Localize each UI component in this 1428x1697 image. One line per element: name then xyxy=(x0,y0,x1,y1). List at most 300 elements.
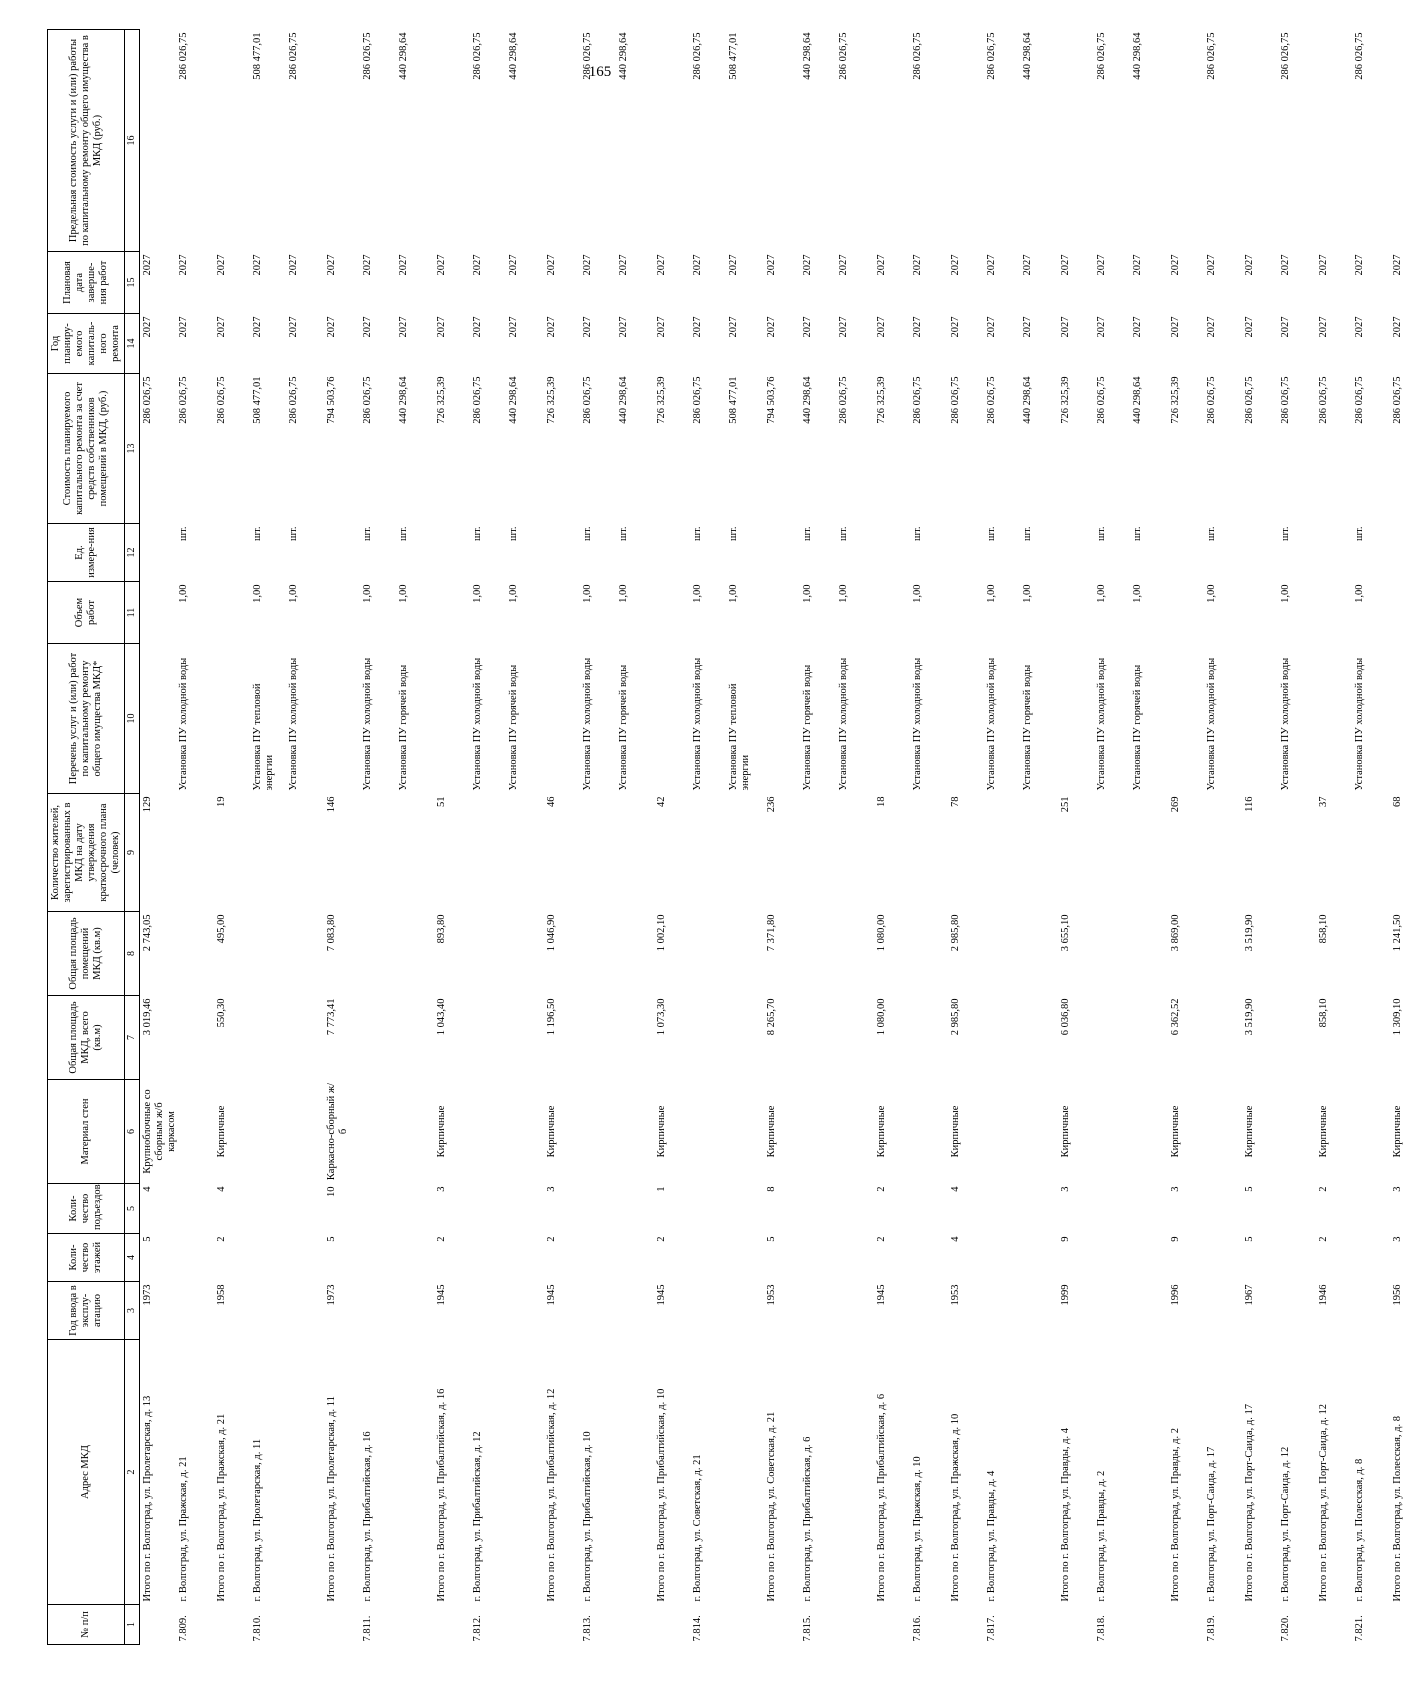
col-number: 6 xyxy=(125,1080,140,1184)
cell-total-area: 1 073,30 xyxy=(656,998,668,1036)
cell-plan-year: 2027 xyxy=(656,316,668,338)
cell-address: Итого по г. Волгоград, ул. Порт-Саида, д. 17 xyxy=(1244,1404,1256,1602)
cell-premises-area: 3 655,10 xyxy=(1060,914,1072,952)
cell-unit: шт. xyxy=(1096,526,1108,542)
cell-work-volume xyxy=(1242,582,1280,644)
cell-residents: 18 xyxy=(876,796,888,807)
cell-limit-cost: 286 026,75 xyxy=(178,32,190,80)
cell-entrances xyxy=(1132,1184,1168,1234)
cell-residents xyxy=(1132,794,1168,912)
cell-total-area xyxy=(618,996,654,1080)
cell-total-area xyxy=(1132,996,1168,1080)
cell-unit xyxy=(764,524,802,582)
cell-floors xyxy=(582,1234,618,1282)
col-number: 4 xyxy=(125,1234,140,1282)
cell-work-description: Установка ПУ холодной воды xyxy=(838,657,850,791)
cell-work-description xyxy=(1058,644,1096,794)
cell-floors: 2 xyxy=(656,1236,668,1242)
cell-row-number: 7.812. xyxy=(472,1615,484,1642)
cell-cost: 286 026,75 xyxy=(1244,376,1256,424)
cell-unit xyxy=(544,524,582,582)
col-number: 11 xyxy=(125,582,140,644)
table-row-total xyxy=(214,30,252,1645)
cell-premises-area xyxy=(252,912,288,996)
cell-year-built xyxy=(178,1282,214,1340)
cell-end-date: 2027 xyxy=(1096,254,1108,276)
cell-work-volume: 1,00 xyxy=(178,584,190,603)
table-row-total xyxy=(1168,30,1206,1645)
table-row-item xyxy=(288,30,324,1645)
cell-year-built xyxy=(582,1282,618,1340)
cell-plan-year: 2027 xyxy=(766,316,778,338)
cell-entrances xyxy=(1354,1184,1390,1234)
cell-limit-cost: 286 026,75 xyxy=(582,32,594,80)
col-header-unit: Ед. измере-ния xyxy=(48,524,125,582)
cell-year-built: 1953 xyxy=(766,1284,778,1306)
cell-work-volume: 1,00 xyxy=(1280,584,1292,603)
cell-work-description: Установка ПУ горячей воды xyxy=(802,664,814,791)
cell-floors xyxy=(362,1234,398,1282)
cell-unit: шт. xyxy=(1354,526,1366,542)
cell-limit-cost xyxy=(1316,30,1354,252)
cell-wall-material: Кирпичные xyxy=(1392,1105,1404,1158)
cell-work-volume: 1,00 xyxy=(288,584,300,603)
cell-residents: 236 xyxy=(766,796,778,813)
cell-work-volume xyxy=(434,582,472,644)
table-row-item xyxy=(362,30,398,1645)
cell-cost: 440 298,64 xyxy=(1022,376,1034,424)
cell-plan-year: 2027 xyxy=(326,316,338,338)
cell-year-built: 1967 xyxy=(1244,1284,1256,1306)
col-header-year: Год ввода в эксплу-атацию xyxy=(48,1282,125,1340)
col-header-cost: Стоимость планируемого капитального ремонта за счет средств собственников помещений в МКД, (руб.) xyxy=(48,374,125,524)
cell-floors xyxy=(838,1234,874,1282)
cell-wall-material: Кирпичные xyxy=(546,1105,558,1158)
cell-address: Итого по г. Волгоград, ул. Правды, д. 2 xyxy=(1170,1428,1182,1602)
cell-entrances xyxy=(802,1184,838,1234)
col-number: 1 xyxy=(125,1605,140,1645)
cell-floors: 9 xyxy=(1060,1236,1072,1242)
cell-address xyxy=(728,1340,764,1605)
cell-cost: 440 298,64 xyxy=(398,376,410,424)
cell-total-area xyxy=(912,996,948,1080)
cell-row-number: 7.818. xyxy=(1096,1615,1108,1642)
cell-limit-cost: 440 298,64 xyxy=(1022,32,1034,80)
cell-floors xyxy=(398,1234,434,1282)
cell-premises-area: 1 080,00 xyxy=(876,914,888,952)
cell-cost: 794 503,76 xyxy=(326,376,338,424)
cell-wall-material xyxy=(288,1080,324,1184)
cell-entrances xyxy=(838,1184,874,1234)
cell-wall-material xyxy=(582,1080,618,1184)
cell-year-built xyxy=(1132,1282,1168,1340)
cell-floors xyxy=(472,1234,508,1282)
cell-year-built xyxy=(362,1282,398,1340)
cell-row-number: 7.814. xyxy=(692,1615,704,1642)
cell-total-area xyxy=(728,996,764,1080)
cell-premises-area xyxy=(618,912,654,996)
cell-unit: шт. xyxy=(838,526,850,542)
cell-premises-area xyxy=(508,912,544,996)
cell-work-volume xyxy=(948,582,986,644)
cell-limit-cost: 286 026,75 xyxy=(288,32,300,80)
cell-unit: шт. xyxy=(288,526,300,542)
cell-wall-material xyxy=(1280,1080,1316,1184)
cell-wall-material xyxy=(1206,1080,1242,1184)
cell-wall-material xyxy=(178,1080,214,1184)
cell-entrances xyxy=(728,1184,764,1234)
cell-year-built xyxy=(618,1282,654,1340)
cell-floors: 3 xyxy=(1392,1236,1404,1242)
cell-address xyxy=(1132,1340,1168,1605)
col-header-entrances: Коли-чество подъездов xyxy=(48,1184,125,1234)
cell-cost: 508 477,01 xyxy=(252,376,264,424)
cell-premises-area: 7 371,80 xyxy=(766,914,778,952)
cell-wall-material xyxy=(362,1080,398,1184)
cell-unit: шт. xyxy=(508,526,520,542)
cell-total-area xyxy=(178,996,214,1080)
cell-residents: 251 xyxy=(1060,796,1072,813)
cell-floors: 2 xyxy=(546,1236,558,1242)
col-header-address: Адрес МКД xyxy=(48,1340,125,1605)
col-header-wall-material: Материал стен xyxy=(48,1080,125,1184)
cell-total-area: 7 773,41 xyxy=(326,998,338,1036)
cell-work-description: Установка ПУ холодной воды xyxy=(1206,657,1218,791)
cell-address: Итого по г. Волгоград, ул. Полесская, д. 8 xyxy=(1392,1415,1404,1602)
cell-wall-material xyxy=(618,1080,654,1184)
cell-cost: 286 026,75 xyxy=(1392,376,1404,424)
cell-entrances: 4 xyxy=(950,1186,962,1192)
table-row-item xyxy=(692,30,728,1645)
cell-premises-area: 3 519,90 xyxy=(1244,914,1256,952)
cell-address: г. Волгоград, ул. Пражская, д. 10 xyxy=(912,1456,924,1602)
cell-year-built: 1999 xyxy=(1060,1284,1072,1306)
cell-end-date: 2027 xyxy=(1060,254,1072,276)
cell-total-area xyxy=(1096,996,1132,1080)
cell-floors xyxy=(1354,1234,1390,1282)
cell-year-built xyxy=(802,1282,838,1340)
cell-address: г. Волгоград, ул. Пролетарская, д. 11 xyxy=(252,1438,264,1602)
col-header-premises-area: Общая площадь помещений МКД (кв.м) xyxy=(48,912,125,996)
cell-wall-material xyxy=(986,1080,1022,1184)
cell-premises-area xyxy=(398,912,434,996)
cell-row-number xyxy=(1058,1605,1096,1645)
cell-plan-year: 2027 xyxy=(1244,316,1256,338)
table-row-item xyxy=(582,30,618,1645)
cell-work-description: Установка ПУ горячей воды xyxy=(1022,664,1034,791)
cell-entrances xyxy=(362,1184,398,1234)
cell-unit xyxy=(1242,524,1280,582)
cell-plan-year: 2027 xyxy=(436,316,448,338)
cell-limit-cost xyxy=(654,30,692,252)
cell-limit-cost: 286 026,75 xyxy=(472,32,484,80)
cell-work-volume: 1,00 xyxy=(838,584,850,603)
cell-total-area: 8 265,70 xyxy=(766,998,778,1036)
cell-end-date: 2027 xyxy=(1206,254,1218,276)
cell-work-description: Установка ПУ холодной воды xyxy=(1096,657,1108,791)
cell-residents xyxy=(252,794,288,912)
col-number: 2 xyxy=(125,1340,140,1605)
cell-wall-material xyxy=(1096,1080,1132,1184)
cell-work-volume xyxy=(1058,582,1096,644)
col-number: 9 xyxy=(125,794,140,912)
cell-residents xyxy=(912,794,948,912)
col-header-residents: Количество жителей, зарегистрированных в МКД на дату утверждения краткосрочного плана (человек) xyxy=(48,794,125,912)
cell-wall-material: Кирпичные xyxy=(656,1105,668,1158)
cell-row-number: 7.815. xyxy=(802,1615,814,1642)
cell-cost: 286 026,75 xyxy=(288,376,300,424)
cell-premises-area xyxy=(986,912,1022,996)
cell-end-date: 2027 xyxy=(876,254,888,276)
cell-work-volume: 1,00 xyxy=(1132,584,1144,603)
cell-floors: 2 xyxy=(216,1236,228,1242)
cell-cost: 794 503,76 xyxy=(766,376,778,424)
cell-address xyxy=(398,1340,434,1605)
cell-wall-material xyxy=(1022,1080,1058,1184)
cell-address xyxy=(838,1340,874,1605)
cell-work-volume xyxy=(1316,582,1354,644)
cell-year-built xyxy=(912,1282,948,1340)
cell-limit-cost: 440 298,64 xyxy=(398,32,410,80)
cell-cost: 726 325,39 xyxy=(436,376,448,424)
table-row-total xyxy=(948,30,986,1645)
cell-address: г. Волгоград, ул. Советская, д. 21 xyxy=(692,1454,704,1602)
cell-residents: 42 xyxy=(656,796,668,807)
cell-address: Итого по г. Волгоград, ул. Советская, д. 21 xyxy=(766,1411,778,1602)
cell-premises-area: 7 083,80 xyxy=(326,914,338,952)
cell-floors: 5 xyxy=(141,1236,153,1242)
cell-unit: шт. xyxy=(1022,526,1034,542)
cell-unit xyxy=(1390,524,1428,582)
cell-floors: 2 xyxy=(1318,1236,1330,1242)
cell-premises-area: 1 241,50 xyxy=(1392,914,1404,952)
cell-unit xyxy=(324,524,362,582)
cell-total-area: 3 519,90 xyxy=(1244,998,1256,1036)
cell-plan-year: 2027 xyxy=(398,316,410,338)
cell-work-description: Установка ПУ горячей воды xyxy=(508,664,520,791)
cell-address: Итого по г. Волгоград, ул. Пражская, д. 21 xyxy=(216,1413,228,1602)
cell-residents xyxy=(508,794,544,912)
cell-cost: 286 026,75 xyxy=(912,376,924,424)
cell-plan-year: 2027 xyxy=(728,316,740,338)
cell-end-date: 2027 xyxy=(1280,254,1292,276)
cell-address xyxy=(1022,1340,1058,1605)
cell-entrances xyxy=(398,1184,434,1234)
cell-limit-cost: 440 298,64 xyxy=(802,32,814,80)
cell-year-built: 1946 xyxy=(1318,1284,1330,1306)
cell-row-number xyxy=(764,1605,802,1645)
cell-plan-year: 2027 xyxy=(1170,316,1182,338)
cell-floors xyxy=(692,1234,728,1282)
cell-residents: 19 xyxy=(216,796,228,807)
cell-work-description: Установка ПУ холодной воды xyxy=(288,657,300,791)
cell-limit-cost: 286 026,75 xyxy=(1206,32,1218,80)
col-header-plan-year: Год планиру-емого капиталь-ного ремонта xyxy=(48,314,125,374)
cell-premises-area xyxy=(1206,912,1242,996)
cell-unit xyxy=(1316,524,1354,582)
table-row-item xyxy=(508,30,544,1645)
cell-wall-material xyxy=(508,1080,544,1184)
cell-residents xyxy=(1280,794,1316,912)
cell-work-description xyxy=(1168,644,1206,794)
cell-address: г. Волгоград, ул. Правды, д. 2 xyxy=(1096,1470,1108,1602)
cell-residents xyxy=(178,794,214,912)
cell-year-built: 1945 xyxy=(546,1284,558,1306)
cell-premises-area: 1 046,90 xyxy=(546,914,558,952)
cell-total-area xyxy=(362,996,398,1080)
cell-end-date: 2027 xyxy=(656,254,668,276)
cell-plan-year: 2027 xyxy=(618,316,630,338)
cell-cost: 726 325,39 xyxy=(546,376,558,424)
cell-year-built xyxy=(1022,1282,1058,1340)
col-header-works: Перечень услуг и (или) работ по капитальному ремонту общего имущества МКД* xyxy=(48,644,125,794)
cell-address: г. Волгоград, ул. Порт-Саида, д. 17 xyxy=(1206,1446,1218,1602)
cell-entrances xyxy=(618,1184,654,1234)
cell-total-area xyxy=(582,996,618,1080)
cell-limit-cost xyxy=(214,30,252,252)
cell-plan-year: 2027 xyxy=(362,316,374,338)
cell-total-area: 1 309,10 xyxy=(1392,998,1404,1036)
cell-floors: 5 xyxy=(766,1236,778,1242)
cell-row-number xyxy=(654,1605,692,1645)
cell-year-built: 1973 xyxy=(326,1284,338,1306)
cell-row-number xyxy=(838,1605,874,1645)
cell-premises-area xyxy=(912,912,948,996)
cell-end-date: 2027 xyxy=(362,254,374,276)
cell-entrances: 3 xyxy=(546,1186,558,1192)
cell-residents xyxy=(728,794,764,912)
cell-work-description: Установка ПУ холодной воды xyxy=(178,657,190,791)
cell-cost: 286 026,75 xyxy=(1096,376,1108,424)
cell-unit: шт. xyxy=(398,526,410,542)
cell-residents xyxy=(802,794,838,912)
cell-plan-year: 2027 xyxy=(986,316,998,338)
cell-work-volume: 1,00 xyxy=(692,584,704,603)
cell-premises-area xyxy=(802,912,838,996)
cell-floors xyxy=(1022,1234,1058,1282)
cell-unit: шт. xyxy=(362,526,374,542)
cell-cost: 286 026,75 xyxy=(472,376,484,424)
cell-address: Итого по г. Волгоград, ул. Прибалтийская, д. 10 xyxy=(656,1388,668,1602)
cell-total-area xyxy=(802,996,838,1080)
cell-plan-year: 2027 xyxy=(252,316,264,338)
cell-work-volume: 1,00 xyxy=(1354,584,1366,603)
cell-year-built xyxy=(692,1282,728,1340)
cell-address xyxy=(508,1340,544,1605)
cell-work-description xyxy=(948,644,986,794)
cell-row-number: 7.813. xyxy=(582,1615,594,1642)
cell-row-number xyxy=(288,1605,324,1645)
cell-end-date: 2027 xyxy=(986,254,998,276)
cell-end-date: 2027 xyxy=(326,254,338,276)
table-row-item xyxy=(912,30,948,1645)
cell-cost: 726 325,39 xyxy=(1170,376,1182,424)
cell-year-built xyxy=(252,1282,288,1340)
cell-unit xyxy=(948,524,986,582)
cell-plan-year: 2027 xyxy=(950,316,962,338)
cell-row-number xyxy=(948,1605,986,1645)
cell-floors: 2 xyxy=(436,1236,448,1242)
cell-total-area: 550,30 xyxy=(216,998,228,1028)
cell-address: Итого по г. Волгоград, ул. Прибалтийская, д. 16 xyxy=(436,1388,448,1602)
cell-address: Итого по г. Волгоград, ул. Порт-Саида, д. 12 xyxy=(1318,1404,1330,1602)
cell-plan-year: 2027 xyxy=(1280,316,1292,338)
page-number: 165 xyxy=(588,64,612,80)
cell-total-area xyxy=(398,996,434,1080)
cell-work-description: Установка ПУ тепловой энергии xyxy=(252,683,276,791)
cell-end-date: 2027 xyxy=(1132,254,1144,276)
col-header-floors: Коли-чество этажей xyxy=(48,1234,125,1282)
cell-row-number: 7.817. xyxy=(986,1615,998,1642)
cell-plan-year: 2027 xyxy=(876,316,888,338)
cell-year-built: 1945 xyxy=(876,1284,888,1306)
cell-work-description xyxy=(764,644,802,794)
table-row-total xyxy=(874,30,912,1645)
cell-plan-year: 2027 xyxy=(838,316,850,338)
cell-floors xyxy=(1132,1234,1168,1282)
cell-year-built: 1945 xyxy=(436,1284,448,1306)
cell-limit-cost xyxy=(434,30,472,252)
cell-total-area: 1 043,40 xyxy=(436,998,448,1036)
cell-row-number xyxy=(618,1605,654,1645)
cell-limit-cost xyxy=(1058,30,1096,252)
cell-unit: шт. xyxy=(252,526,264,542)
cell-cost: 508 477,01 xyxy=(728,376,740,424)
cell-plan-year: 2027 xyxy=(1022,316,1034,338)
cell-floors xyxy=(252,1234,288,1282)
cell-residents xyxy=(838,794,874,912)
cell-premises-area: 1 002,10 xyxy=(656,914,668,952)
cell-limit-cost xyxy=(324,30,362,252)
cell-end-date: 2027 xyxy=(436,254,448,276)
cell-work-volume: 1,00 xyxy=(582,584,594,603)
col-number: 8 xyxy=(125,912,140,996)
cell-year-built xyxy=(1096,1282,1132,1340)
table-row-total xyxy=(1316,30,1354,1645)
cell-residents: 37 xyxy=(1318,796,1330,807)
cell-limit-cost xyxy=(1390,30,1428,252)
cell-residents: 51 xyxy=(436,796,448,807)
cell-work-description: Установка ПУ холодной воды xyxy=(362,657,374,791)
cell-entrances: 2 xyxy=(876,1186,888,1192)
col-number: 14 xyxy=(125,314,140,374)
cell-premises-area: 2 985,80 xyxy=(950,914,962,952)
cell-total-area: 858,10 xyxy=(1318,998,1330,1028)
cell-plan-year: 2027 xyxy=(912,316,924,338)
cell-entrances: 3 xyxy=(436,1186,448,1192)
cell-entrances xyxy=(912,1184,948,1234)
cell-row-number xyxy=(544,1605,582,1645)
cell-residents xyxy=(692,794,728,912)
cell-limit-cost xyxy=(764,30,802,252)
cell-address xyxy=(618,1340,654,1605)
cell-wall-material: Кирпичные xyxy=(766,1105,778,1158)
cell-unit xyxy=(1168,524,1206,582)
table-row-item xyxy=(1354,30,1390,1645)
cell-unit: шт. xyxy=(912,526,924,542)
cell-unit: шт. xyxy=(1280,526,1292,542)
cell-row-number xyxy=(139,1605,178,1645)
cell-floors xyxy=(802,1234,838,1282)
cell-wall-material xyxy=(252,1080,288,1184)
cell-end-date: 2027 xyxy=(508,254,520,276)
cell-limit-cost: 508 477,01 xyxy=(252,32,264,80)
cell-residents xyxy=(398,794,434,912)
cell-total-area xyxy=(1280,996,1316,1080)
table-row-item xyxy=(728,30,764,1645)
cell-year-built xyxy=(1206,1282,1242,1340)
cell-limit-cost: 286 026,75 xyxy=(1280,32,1292,80)
